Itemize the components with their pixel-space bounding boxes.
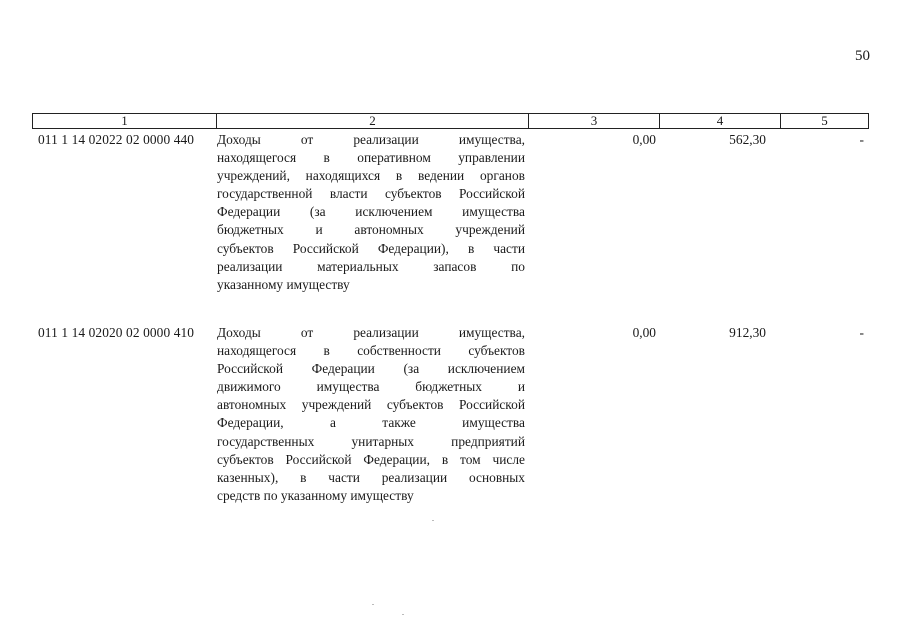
description-line: государственных унитарных предприятий — [217, 433, 525, 449]
description-line: государственной власти субъектов Российской — [217, 186, 525, 202]
income-description — [217, 131, 525, 294]
description-line: субъектов Российской Федерации, в том числе — [217, 451, 525, 467]
value-col-5: - — [859, 132, 864, 147]
description-line: Доходы от реализации имущества, — [217, 325, 525, 340]
description-line: Федерации, а также имущества — [217, 415, 525, 431]
description-line: субъектов Российской Федерации), в части — [217, 240, 525, 256]
header-col-2: 2 — [217, 114, 529, 128]
header-col-4: 4 — [660, 114, 781, 128]
description-line: Российской Федерации (за исключением — [217, 361, 525, 377]
value-col-3: 0,00 — [632, 325, 656, 340]
description-line: казенных), в части реализации основных — [217, 469, 525, 485]
header-col-5: 5 — [821, 113, 828, 128]
value-col-3: 0,00 — [632, 132, 656, 147]
description-line: учреждений, находящихся в ведении органов — [217, 168, 525, 184]
description-line: средств по указанному имуществу — [217, 487, 414, 503]
table-header — [32, 113, 869, 129]
income-description — [217, 324, 525, 505]
description-line: Федерации (за исключением имущества — [217, 204, 525, 220]
value-col-4: 562,30 — [729, 132, 766, 147]
description-line: реализации материальных запасов по — [217, 258, 525, 274]
budget-code: 011 1 14 02020 02 0000 410 — [38, 325, 195, 340]
value-col-4: 912,30 — [729, 325, 766, 340]
value-col-5: - — [859, 325, 864, 340]
description-line: движимого имущества бюджетных и — [217, 379, 525, 395]
description-line: Доходы от реализации имущества, — [217, 132, 525, 147]
budget-code: 011 1 14 02022 02 0000 440 — [38, 132, 195, 147]
header-col-3: 3 — [529, 114, 660, 128]
description-line: находящегося в оперативном управлении — [217, 150, 525, 166]
scan-speck — [432, 520, 434, 521]
scan-speck — [372, 604, 374, 605]
page-number: 50 — [855, 48, 870, 64]
description-line: автономных учреждений субъектов Российской — [217, 397, 525, 413]
header-col-1: 1 — [33, 114, 217, 128]
description-line: бюджетных и автономных учреждений — [217, 222, 525, 238]
description-line: находящегося в собственности субъектов — [217, 343, 525, 359]
scan-speck — [402, 614, 404, 615]
description-line: указанному имуществу — [217, 276, 350, 292]
